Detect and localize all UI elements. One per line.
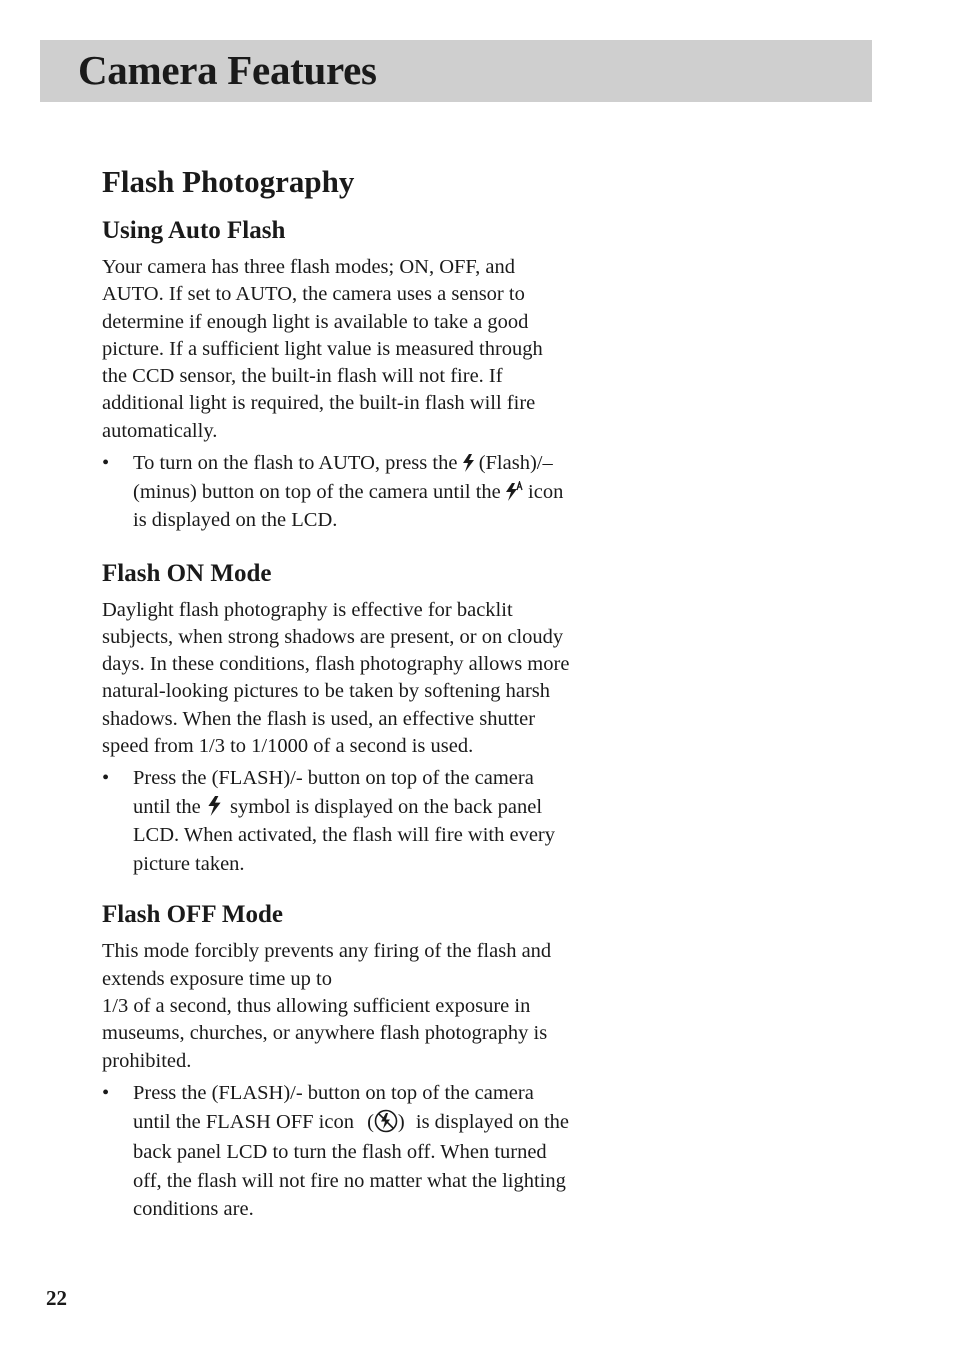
page-title: Camera Features xyxy=(78,47,377,93)
flash-off-heading: Flash OFF Mode xyxy=(102,901,284,929)
bullet-line: conditions are. xyxy=(133,1198,254,1221)
paragraph-line: subjects, when strong shadows are present, or on cloudy xyxy=(102,625,564,648)
paragraph-line: prohibited. xyxy=(102,1049,192,1072)
bullet-line xyxy=(133,1107,602,1138)
paragraph-line: extends exposure time up to xyxy=(102,967,333,990)
page-number: 22 xyxy=(46,1286,67,1310)
paragraph-line: days. In these conditions, flash photography allows more xyxy=(102,653,570,676)
flash-on-paragraph xyxy=(102,597,602,761)
bullet-text: ) xyxy=(397,1111,405,1134)
paragraph-line: determine if enough light is available to take a good xyxy=(102,310,529,333)
bullet-line: Press the (FLASH)/- button on top of the camera xyxy=(133,1081,534,1104)
bullet-dot: • xyxy=(102,767,110,790)
paragraph-line: 1/3 of a second, thus allowing sufficient exposure in xyxy=(102,994,531,1017)
bullet-line: is displayed on the LCD. xyxy=(133,509,338,532)
bullet-text: (minus) button on top of the camera until the xyxy=(133,480,501,503)
header-band xyxy=(40,40,872,102)
bullet-line: LCD. When activated, the flash will fire with every xyxy=(133,824,556,847)
paragraph-line: speed from 1/3 to 1/1000 of a second is used. xyxy=(102,735,474,758)
flash-off-icon xyxy=(374,1109,398,1133)
bullet-line: off, the flash will not fire no matter what the lighting xyxy=(133,1169,566,1192)
paragraph-line: natural-looking pictures to be taken by softening harsh xyxy=(102,680,551,703)
bullet-line: picture taken. xyxy=(133,852,245,875)
flash-off-paragraph xyxy=(102,938,602,1074)
paragraph-line: museums, churches, or anywhere flash photography is xyxy=(102,1022,548,1045)
flash-on-heading: Flash ON Mode xyxy=(102,559,272,587)
flash-on-bullet xyxy=(102,764,602,878)
paragraph-line: Your camera has three flash modes; ON, OFF, and xyxy=(102,256,516,278)
main-content xyxy=(102,160,602,1224)
section-title: Flash Photography xyxy=(102,164,355,199)
paragraph-line: AUTO. If set to AUTO, the camera uses a sensor to xyxy=(102,283,525,306)
bullet-text: To turn on the flash to AUTO, press the xyxy=(133,452,458,475)
bullet-dot: • xyxy=(102,452,110,475)
bullet-line: Press the (FLASH)/- button on top of the camera xyxy=(133,767,534,790)
paragraph-line: This mode forcibly prevents any firing of the flash and xyxy=(102,940,552,963)
paragraph-line: picture. If a sufficient light value is measured through xyxy=(102,337,543,360)
bullet-text: icon xyxy=(528,480,564,503)
auto-flash-bullet xyxy=(102,449,602,535)
bullet-line xyxy=(133,449,602,478)
flash-icon xyxy=(208,796,221,816)
auto-flash-heading: Using Auto Flash xyxy=(102,217,286,244)
bullet-text: (Flash)/– xyxy=(478,452,553,475)
bullet-text: is displayed on the xyxy=(415,1111,570,1134)
bullet-text: until the FLASH OFF icon xyxy=(133,1111,354,1134)
flash-off-bullet xyxy=(102,1079,602,1224)
bullet-text: symbol is displayed on the back panel xyxy=(230,795,543,818)
bullet-dot: • xyxy=(102,1081,110,1104)
flash-auto-icon xyxy=(506,481,523,501)
auto-flash-paragraph xyxy=(102,254,602,445)
bullet-line xyxy=(133,478,602,507)
flash-icon xyxy=(463,454,474,472)
paragraph-line: additional light is required, the built-in flash will fire xyxy=(102,392,536,415)
bullet-text: until the xyxy=(133,795,201,818)
paragraph-line: shadows. When the flash is used, an effective shutter xyxy=(102,707,536,730)
paragraph-line: the CCD sensor, the built-in flash will not fire. If xyxy=(102,365,503,388)
bullet-line: back panel LCD to turn the flash off. When turned xyxy=(133,1141,547,1164)
bullet-text: ( xyxy=(367,1111,374,1134)
paragraph-line: Daylight flash photography is effective for backlit xyxy=(102,598,513,621)
paragraph-line: automatically. xyxy=(102,419,218,442)
bullet-line xyxy=(133,793,602,822)
